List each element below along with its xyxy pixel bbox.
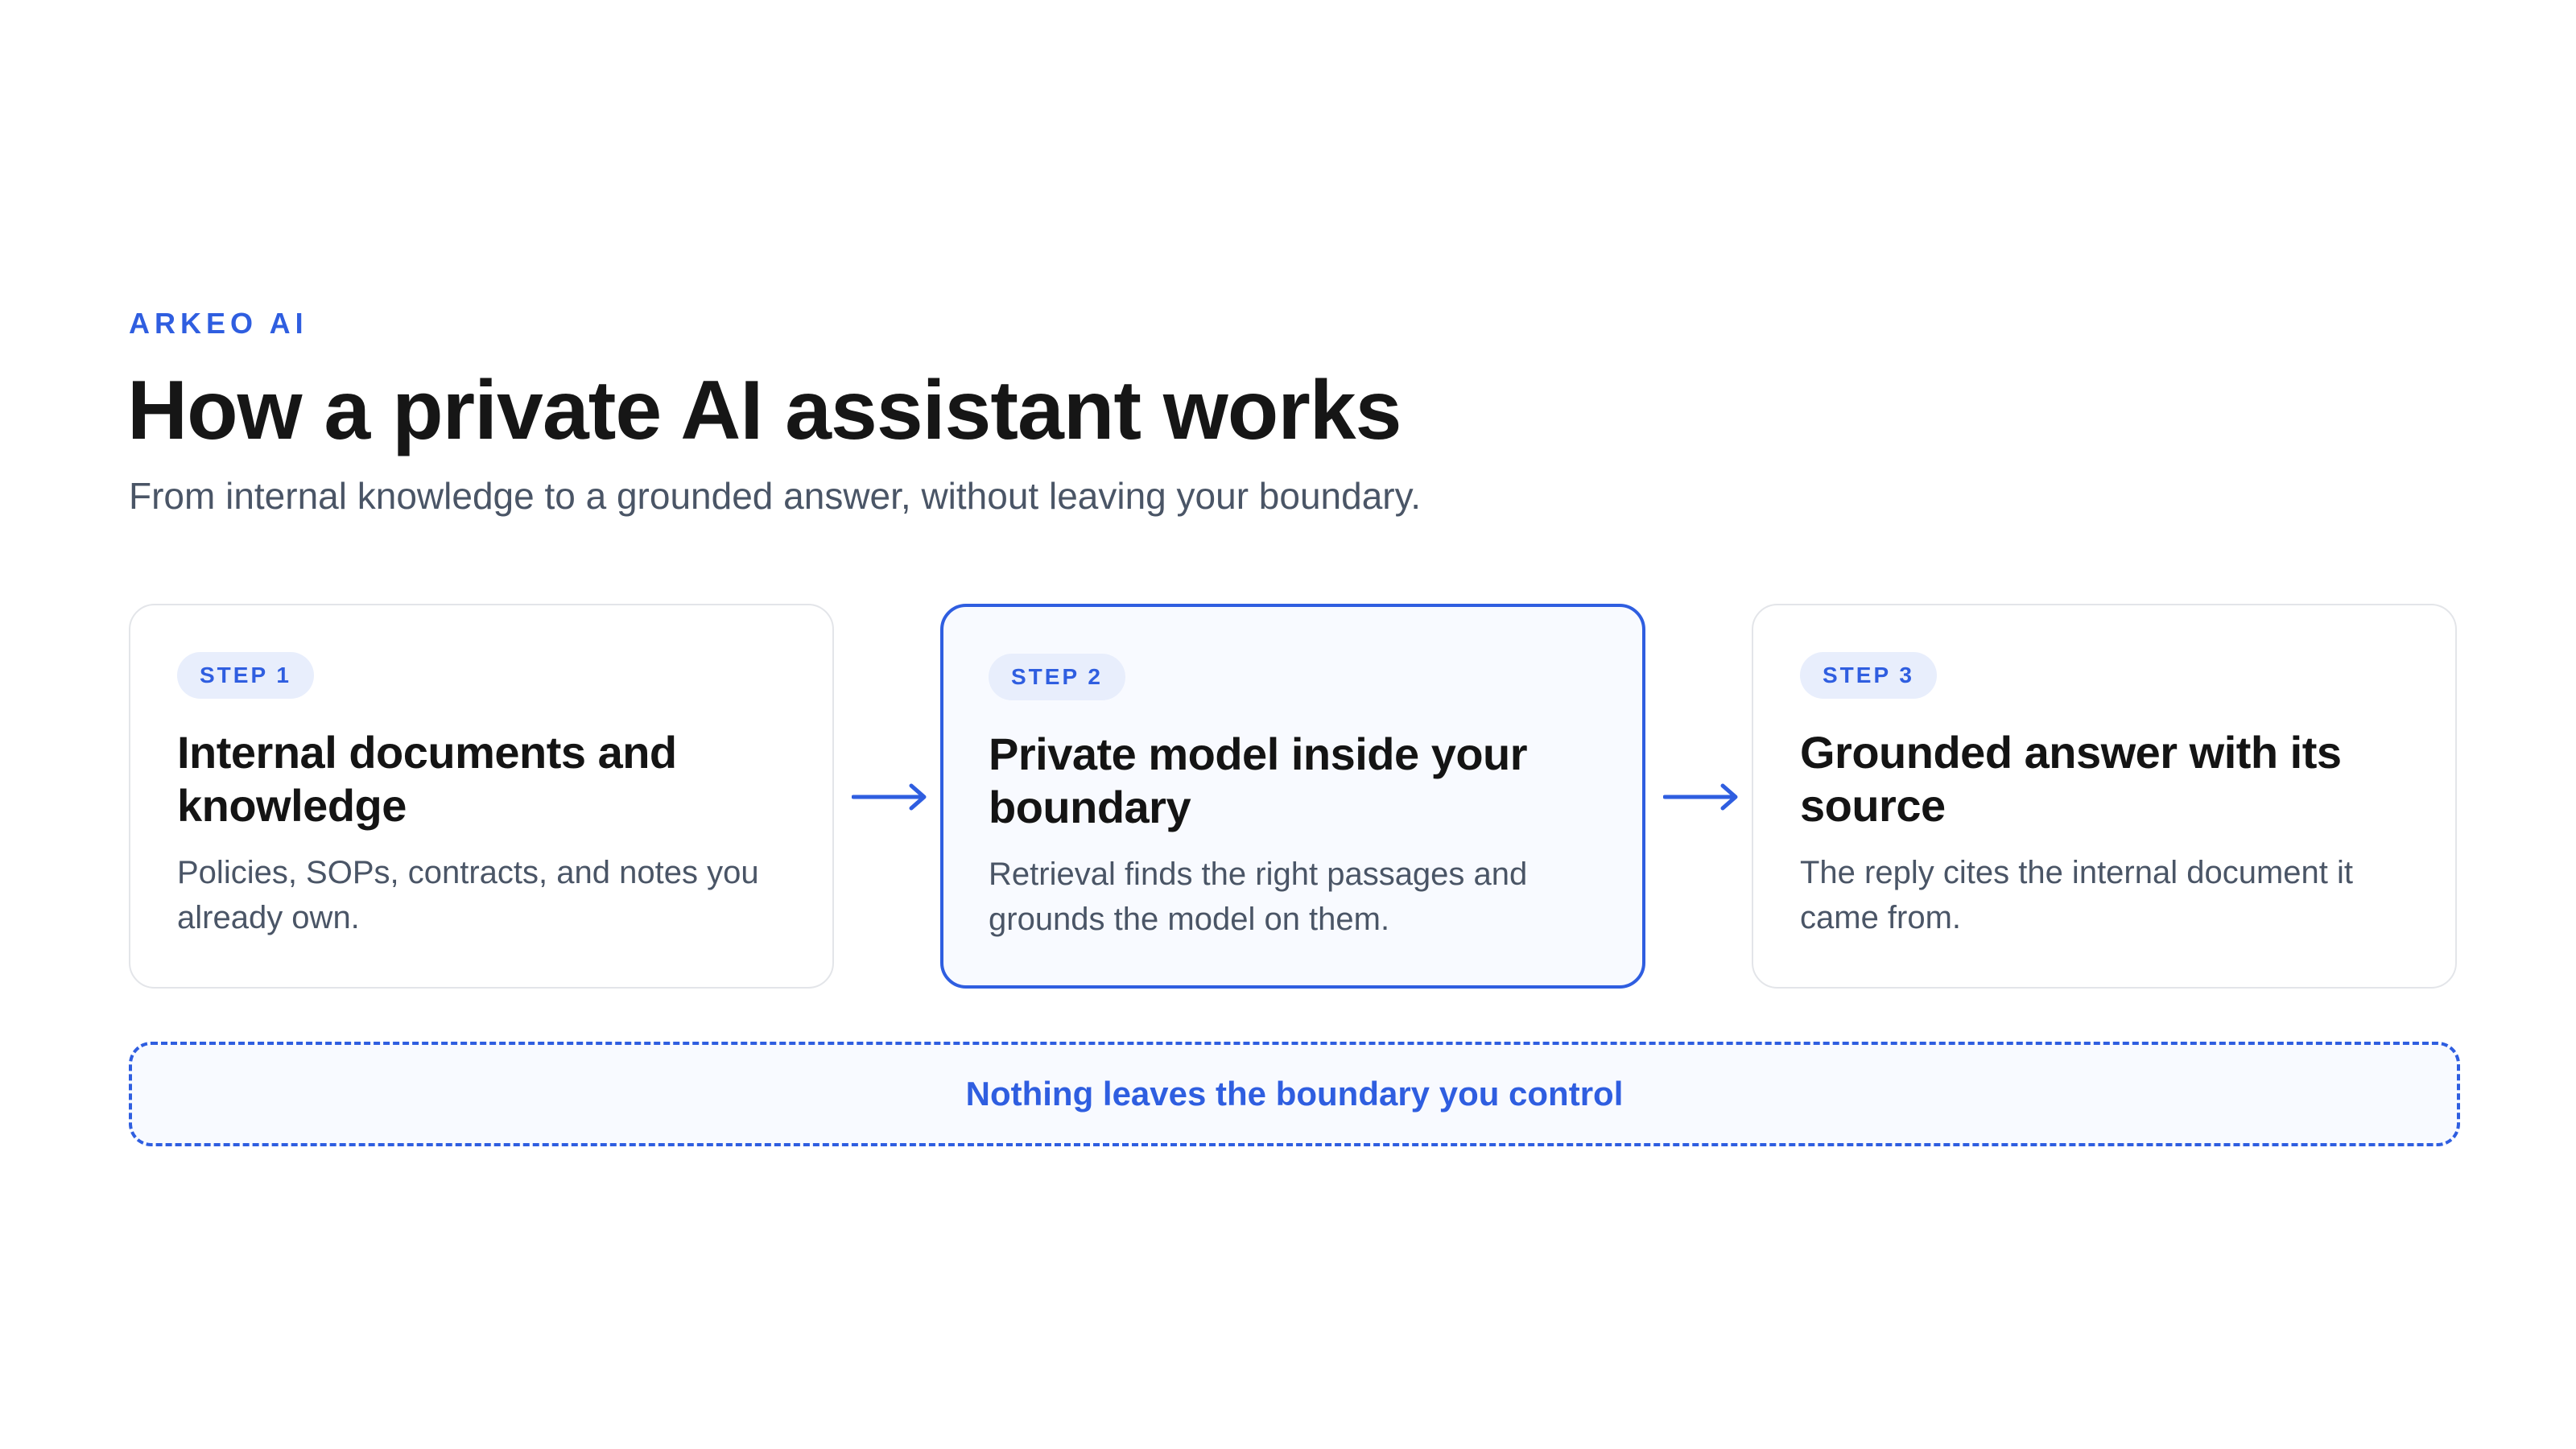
step-badge: STEP 1 xyxy=(177,652,314,699)
step-title: Internal documents and knowledge xyxy=(177,727,677,831)
step-title: Grounded answer with its source xyxy=(1800,727,2342,831)
boundary-callout xyxy=(129,1042,2460,1146)
step-badge: STEP 2 xyxy=(989,654,1125,700)
arrow-right-icon xyxy=(1663,781,1740,813)
boundary-label: Nothing leaves the boundary you control xyxy=(965,1075,1624,1113)
step-card-3 xyxy=(1752,604,2457,989)
page-title: How a private AI assistant works xyxy=(127,364,1402,457)
step-title: Private model inside your boundary xyxy=(989,729,1528,832)
step-description: Policies, SOPs, contracts, and notes you already own. xyxy=(177,855,759,935)
step-card-2 xyxy=(940,604,1645,989)
step-description: The reply cites the internal document it came from. xyxy=(1800,855,2354,935)
arrow-right-icon xyxy=(852,781,929,813)
page-subtitle: From internal knowledge to a grounded answer, without leaving your boundary. xyxy=(129,475,1421,517)
brand-eyebrow: ARKEO AI xyxy=(129,307,308,340)
step-description: Retrieval finds the right passages and grounds the model on them. xyxy=(989,857,1528,937)
step-card-1 xyxy=(129,604,834,989)
step-badge: STEP 3 xyxy=(1800,652,1937,699)
